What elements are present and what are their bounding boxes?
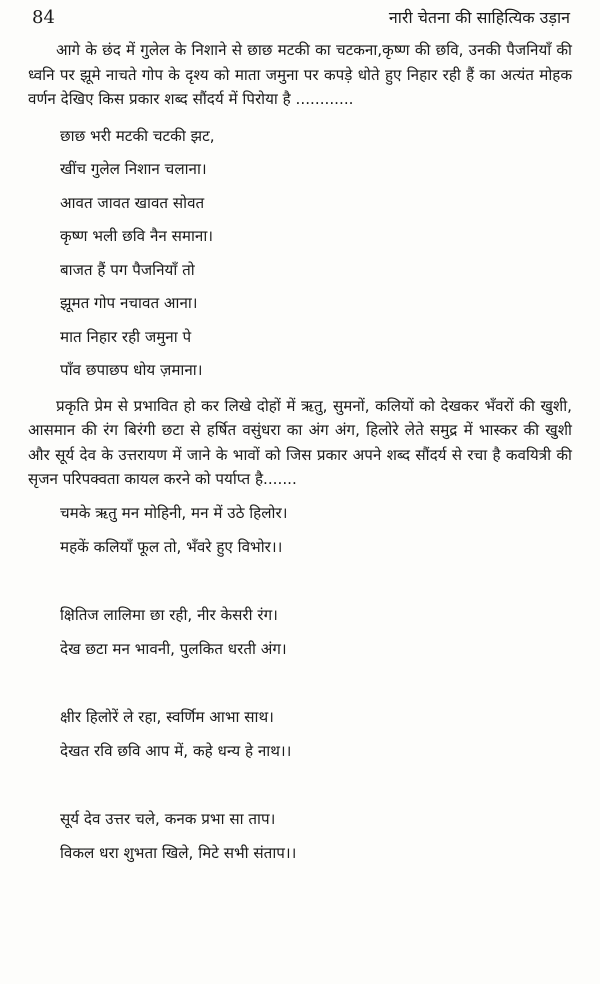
doha-line: देखत रवि छवि आप में, कहे धन्य हे नाथ।। (60, 741, 292, 760)
verse-line: झूमत गोप नचावत आना। (60, 294, 198, 312)
doha-collection (60, 496, 572, 870)
running-title: नारी चेतना की साहित्यिक उड़ान (388, 8, 570, 27)
verse-line: छाछ भरी मटकी चटकी झट, (60, 126, 215, 145)
doha-line: विकल धरा शुभता खिले, मिटे सभी संताप।। (60, 843, 297, 862)
nature-paragraph: प्रकृति प्रेम से प्रभावित हो कर लिखे दोहों में ऋतु, सुमनों, कलियों को देखकर भँवरों की खुशी, आसमान की रंग बिरंगी छटा से हर्षित वसुंधरा का अंग अंग, हिलोरे लेते समुद्र में भास्कर की खुशी और सूर्य देव के उत्तरायण में जाने के भावों को जिस प्रकार अपने शब्द सौंदर्य से रचा है कवयित्री की सृजन परिपक्वता कायल करने को पर्याप्त है....... (28, 396, 572, 488)
doha-line: सूर्य देव उत्तर चले, कनक प्रभा सा ताप। (60, 809, 276, 828)
verse-line: बाजत हैं पग पैजनियाँ तो (60, 260, 195, 279)
doha-couplet (60, 700, 572, 768)
verse-line: कृष्ण भली छवि नैन समाना। (60, 227, 214, 245)
doha-line: महकें कलियाँ फूल तो, भँवरे हुए विभोर।। (60, 537, 283, 556)
intro-paragraph: आगे के छंद में गुलेल के निशाने से छाछ मटकी का चटकना,कृष्ण की छवि, उनकी पैजनियाँ की ध्वनि पर झूमे नाचते गोप के दृश्य को माता जमुना पर कपड़े धोते हुए निहार रही हैं का अत्यंत मोहक वर्णन देखिए किस प्रकार शब्द सौंदर्य में पिरोया है ............ (28, 41, 572, 108)
doha-couplet (60, 598, 572, 666)
page-number: 84 (32, 7, 55, 28)
verse-line: आवत जावत खावत सोवत (60, 193, 205, 212)
doha-line: देख छटा मन भावनी, पुलकित धरती अंग। (60, 639, 287, 658)
doha-line: क्षितिज लालिमा छा रही, नीर केसरी रंग। (60, 605, 278, 624)
doha-line: चमके ऋतु मन मोहिनी, मन में उठे हिलोर। (60, 503, 288, 522)
doha-couplet (60, 496, 572, 564)
doha-couplet (60, 802, 572, 870)
verse-stanza (60, 120, 572, 388)
verse-line: खींच गुलेल निशान चलाना। (60, 160, 207, 178)
verse-line: मात निहार रही जमुना पे (60, 327, 192, 346)
doha-line: क्षीर हिलोरें ले रहा, स्वर्णिम आभा साथ। (60, 707, 274, 726)
page-header (28, 6, 572, 34)
verse-line: पाँव छपाछप धोय ज़माना। (60, 361, 203, 379)
